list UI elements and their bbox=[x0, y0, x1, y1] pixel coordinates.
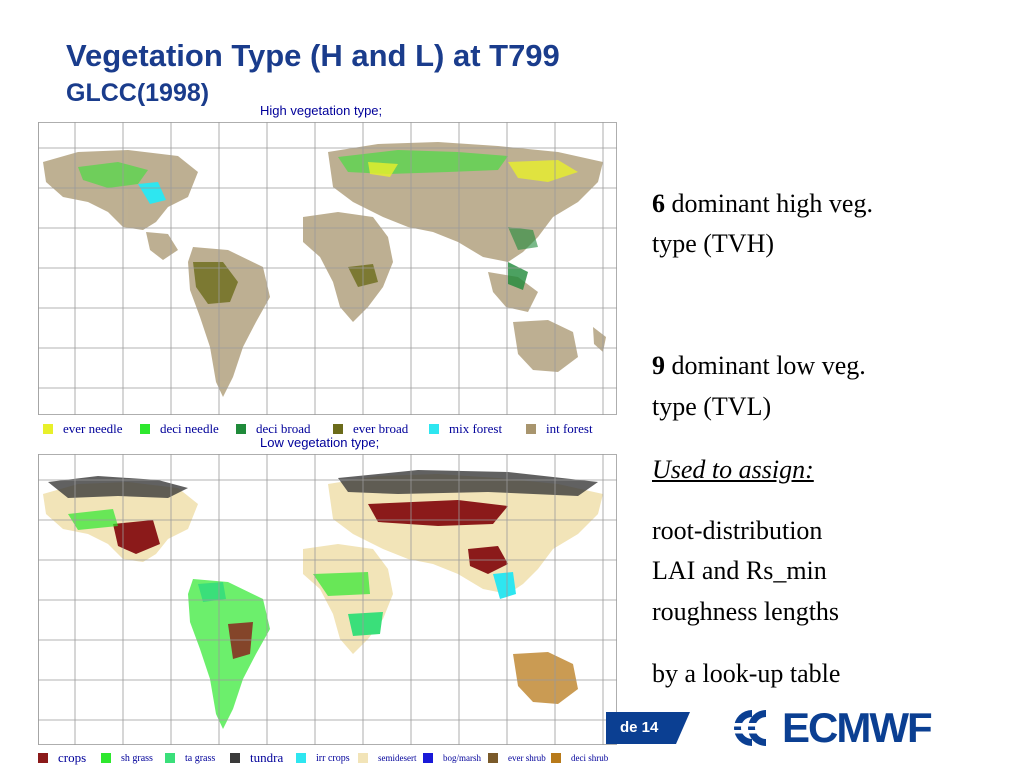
legend-swatch bbox=[165, 753, 175, 763]
legend-swatch bbox=[38, 753, 48, 763]
legend-swatch bbox=[140, 424, 150, 434]
tvh-line1: 6 dominant high veg. bbox=[652, 189, 873, 218]
tvh-count: 6 bbox=[652, 189, 665, 218]
legend-swatch bbox=[296, 753, 306, 763]
legend-item-semidesert: semidesert bbox=[358, 749, 417, 767]
legend-swatch bbox=[526, 424, 536, 434]
legend-item-deci-broad: deci broad bbox=[236, 420, 311, 438]
legend-item-irr-crops: irr crops bbox=[296, 749, 350, 767]
high-vegetation-map bbox=[38, 122, 617, 415]
used-to-assign-heading: Used to assign: bbox=[652, 455, 814, 484]
slide-number-badge bbox=[606, 712, 690, 744]
assign-item-roughness: roughness lengths bbox=[652, 597, 840, 626]
legend-item-crops: crops bbox=[38, 749, 86, 767]
lookup-table-note: by a look-up table bbox=[652, 659, 841, 688]
legend-swatch bbox=[43, 424, 53, 434]
legend-swatch bbox=[423, 753, 433, 763]
tvl-count: 9 bbox=[652, 351, 665, 380]
tvh-line2: type (TVH) bbox=[652, 229, 775, 258]
legend-swatch bbox=[488, 753, 498, 763]
legend-item-bog-marsh: bog/marsh bbox=[423, 749, 481, 767]
ecmwf-logo bbox=[722, 706, 958, 750]
legend-swatch bbox=[101, 753, 111, 763]
legend-item-mix-forest: mix forest bbox=[429, 420, 502, 438]
tvl-line1: 9 dominant low veg. bbox=[652, 351, 866, 380]
low-map-svg bbox=[38, 454, 617, 745]
low-map-label: Low vegetation type; bbox=[260, 435, 380, 450]
legend-item-int-forest: int forest bbox=[526, 420, 593, 438]
legend-swatch bbox=[236, 424, 246, 434]
legend-item-ever-shrub: ever shrub bbox=[488, 749, 546, 767]
high-map-label: High vegetation type; bbox=[260, 103, 383, 118]
slide-title: Vegetation Type (H and L) at T799 bbox=[66, 38, 560, 73]
tvl-line2: type (TVL) bbox=[652, 392, 772, 421]
legend-item-ever-broad: ever broad bbox=[333, 420, 408, 438]
legend-swatch bbox=[230, 753, 240, 763]
legend-swatch bbox=[333, 424, 343, 434]
legend-swatch bbox=[551, 753, 561, 763]
low-map-legend bbox=[38, 749, 617, 767]
ecmwf-emblem-icon bbox=[722, 706, 782, 750]
legend-item-deci-shrub: deci shrub bbox=[551, 749, 608, 767]
assign-item-root: root-distribution bbox=[652, 516, 823, 545]
legend-item-ta-grass: ta grass bbox=[165, 749, 215, 767]
low-vegetation-map bbox=[38, 454, 617, 745]
high-map-svg bbox=[38, 122, 617, 415]
assign-item-lai: LAI and Rs_min bbox=[652, 556, 827, 585]
slide-number: de 14 bbox=[620, 719, 659, 736]
legend-swatch bbox=[429, 424, 439, 434]
legend-item-sh-grass: sh grass bbox=[101, 749, 153, 767]
legend-swatch bbox=[358, 753, 368, 763]
slide-subtitle: GLCC(1998) bbox=[66, 79, 210, 107]
legend-item-ever-needle: ever needle bbox=[43, 420, 123, 438]
legend-item-deci-needle: deci needle bbox=[140, 420, 219, 438]
legend-item-tundra: tundra bbox=[230, 749, 283, 767]
ecmwf-wordmark: ECMWF bbox=[782, 704, 931, 751]
